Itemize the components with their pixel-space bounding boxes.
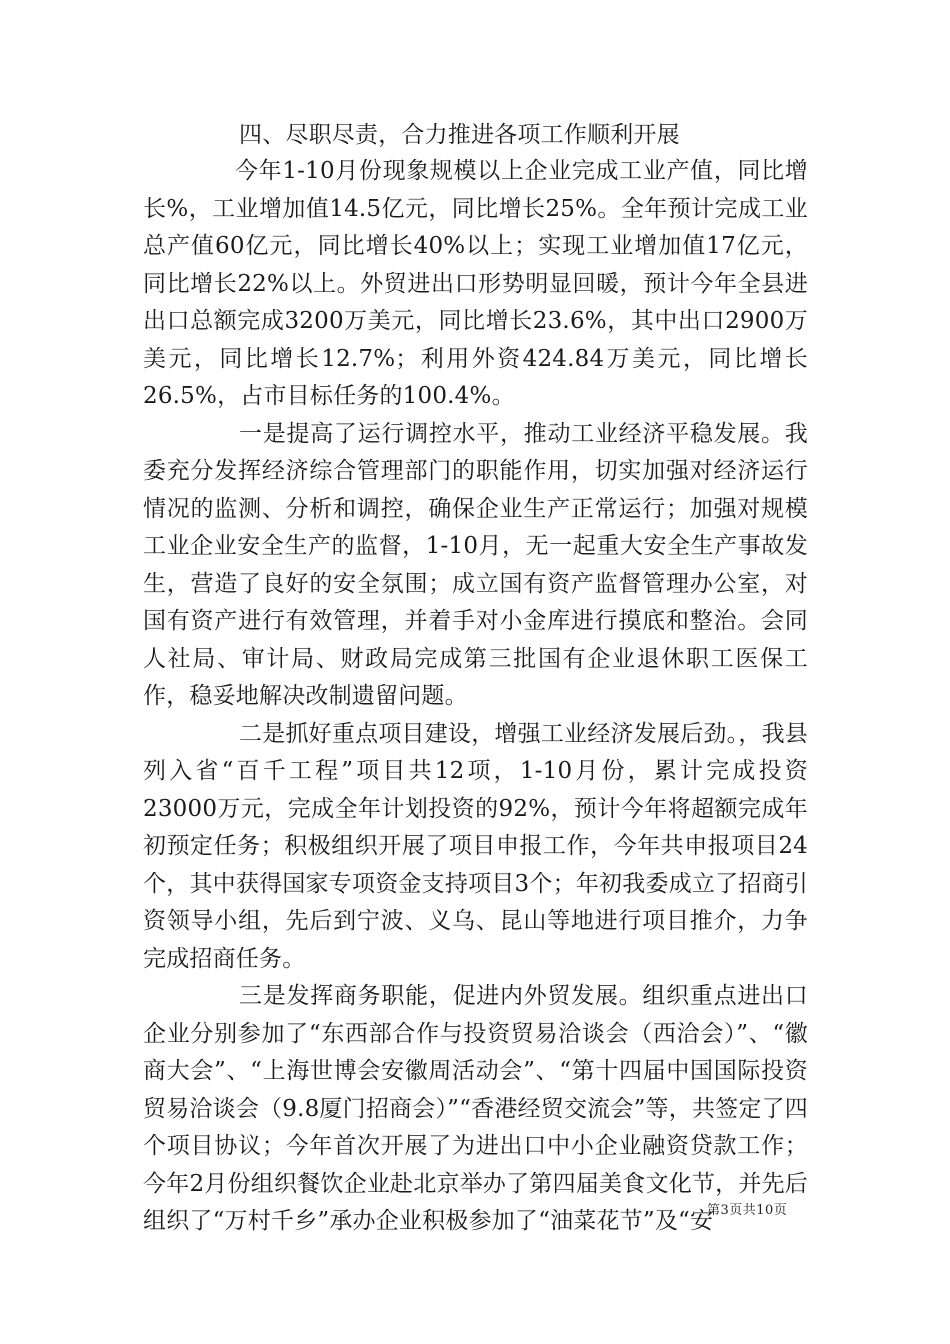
document-body: [143, 118, 808, 1241]
paragraph-point-two: 二是抓好重点项目建设，增强工业经济发展后劲。，我县列入省“百千工程”项目共12项，1-10月份，累计完成投资23000万元，完成全年计划投资的92%，预计今年将超额完成年初预定任务；积极组织开展了项目申报工作，今年共申报项目24个，其中获得国家专项资金支持项目3个；年初我委成立了招商引资领导小组，先后到宁波、义乌、昆山等地进行项目推介，力争完成招商任务。: [143, 720, 808, 972]
paragraph-overview: 今年1-10月份现象规模以上企业完成工业产值，同比增长%，工业增加值14.5亿元，同比增长25%。全年预计完成工业总产值60亿元，同比增长40%以上；实现工业增加值17亿元，同比增长22%以上。外贸进出口形势明显回暖，预计今年全县进出口总额完成3200万美元，同比增长23.6%，其中出口2900万美元，同比增长12.7%；利用外资424.84万美元，同比增长26.5%，占市目标任务的100.4%。: [143, 158, 808, 409]
paragraph-point-one: 一是提高了运行调控水平，推动工业经济平稳发展。我委充分发挥经济综合管理部门的职能作用，切实加强对经济运行情况的监测、分析和调控，确保企业生产正常运行；加强对规模工业企业安全生产的监督，1-10月，无一起重大安全生产事故发生，营造了良好的安全氛围；成立国有资产监督管理办公室，对国有资产进行有效管理，并着手对小金库进行摸底和整治。会同人社局、审计局、财政局完成第三批国有企业退休职工医保工作，稳妥地解决改制遗留问题。: [143, 420, 808, 709]
paragraph-point-three: 三是发挥商务职能，促进内外贸发展。组织重点进出口企业分别参加了“东西部合作与投资贸易洽谈会（西洽会）”、“徽商大会”、“上海世博会安徽周活动会”、“第十四届中国国际投资贸易洽谈会（9.8厦门招商会）”“香港经贸交流会”等，共签定了四个项目协议；今年首次开展了为进出口中小企业融资贷款工作；今年2月份组织餐饮企业赴北京举办了第四届美食文化节，并先后组织了“万村千乡”承办企业积极参加了“油菜花节”及“安: [143, 983, 808, 1234]
section-heading: 四、尽职尽责，合力推进各项工作顺利开展: [239, 122, 680, 148]
page-number-footer: 第3页共10页: [707, 1203, 788, 1218]
